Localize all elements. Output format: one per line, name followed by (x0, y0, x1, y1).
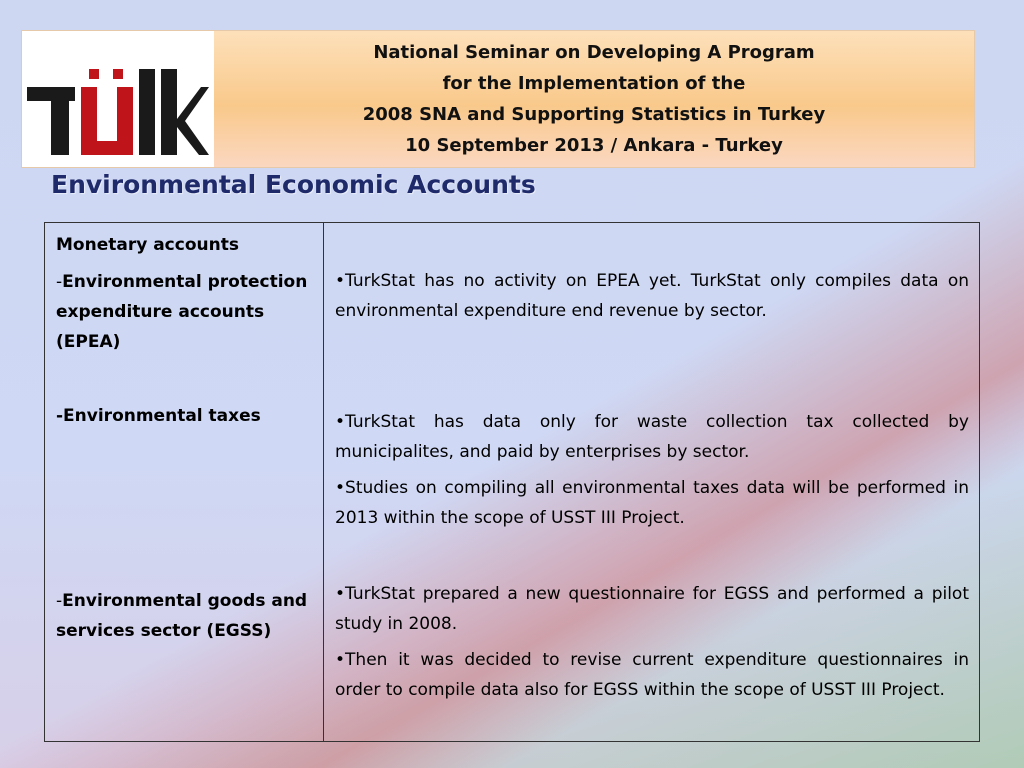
tuik-logo-icon (25, 41, 209, 157)
egss-prefix: - (56, 591, 63, 611)
epea-description (335, 266, 969, 326)
epea-label (56, 267, 318, 357)
egss-bullet-2: • Then it was decided to revise current expenditure questionnaires in order to compile data also for EGSS within the scope of USST III Project. (335, 645, 969, 705)
tuik-logo (22, 31, 214, 167)
header-banner (21, 30, 975, 168)
page-title: Environmental Economic Accounts (51, 170, 536, 199)
right-column (324, 223, 980, 742)
header-line-1: National Seminar on Developing A Program (373, 42, 815, 63)
epea-prefix: - (56, 272, 63, 292)
accounts-table (44, 222, 980, 742)
egss-description (335, 579, 969, 705)
header-text (214, 37, 974, 161)
header-line-4: 10 September 2013 / Ankara - Turkey (405, 135, 783, 156)
taxes-bullet-2: • Studies on compiling all environmental taxes data will be performed in 2013 within the scope of USST III Project. (335, 473, 969, 533)
left-column (45, 223, 324, 742)
header-line-3: 2008 SNA and Supporting Statistics in Turkey (362, 104, 826, 125)
taxes-bullet-1: • TurkStat has data only for waste collection tax collected by municipalites, and paid by enterprises by sector. (335, 407, 969, 467)
monetary-label: Monetary accounts (56, 235, 239, 255)
epea-text: Environmental protection expenditure accounts (EPEA) (56, 272, 308, 352)
header-line-2: for the Implementation of the (442, 73, 746, 94)
taxes-label: -Environmental taxes (56, 406, 261, 426)
epea-bullet-1: • TurkStat has no activity on EPEA yet. TurkStat only compiles data on environmental expenditure end revenue by sector. (335, 266, 969, 326)
egss-label (56, 586, 318, 646)
taxes-description (335, 407, 969, 533)
egss-text: Environmental goods and services sector (EGSS) (56, 591, 308, 641)
egss-bullet-1: • TurkStat prepared a new questionnaire for EGSS and performed a pilot study in 2008. (335, 579, 969, 639)
monetary-block (56, 230, 318, 357)
